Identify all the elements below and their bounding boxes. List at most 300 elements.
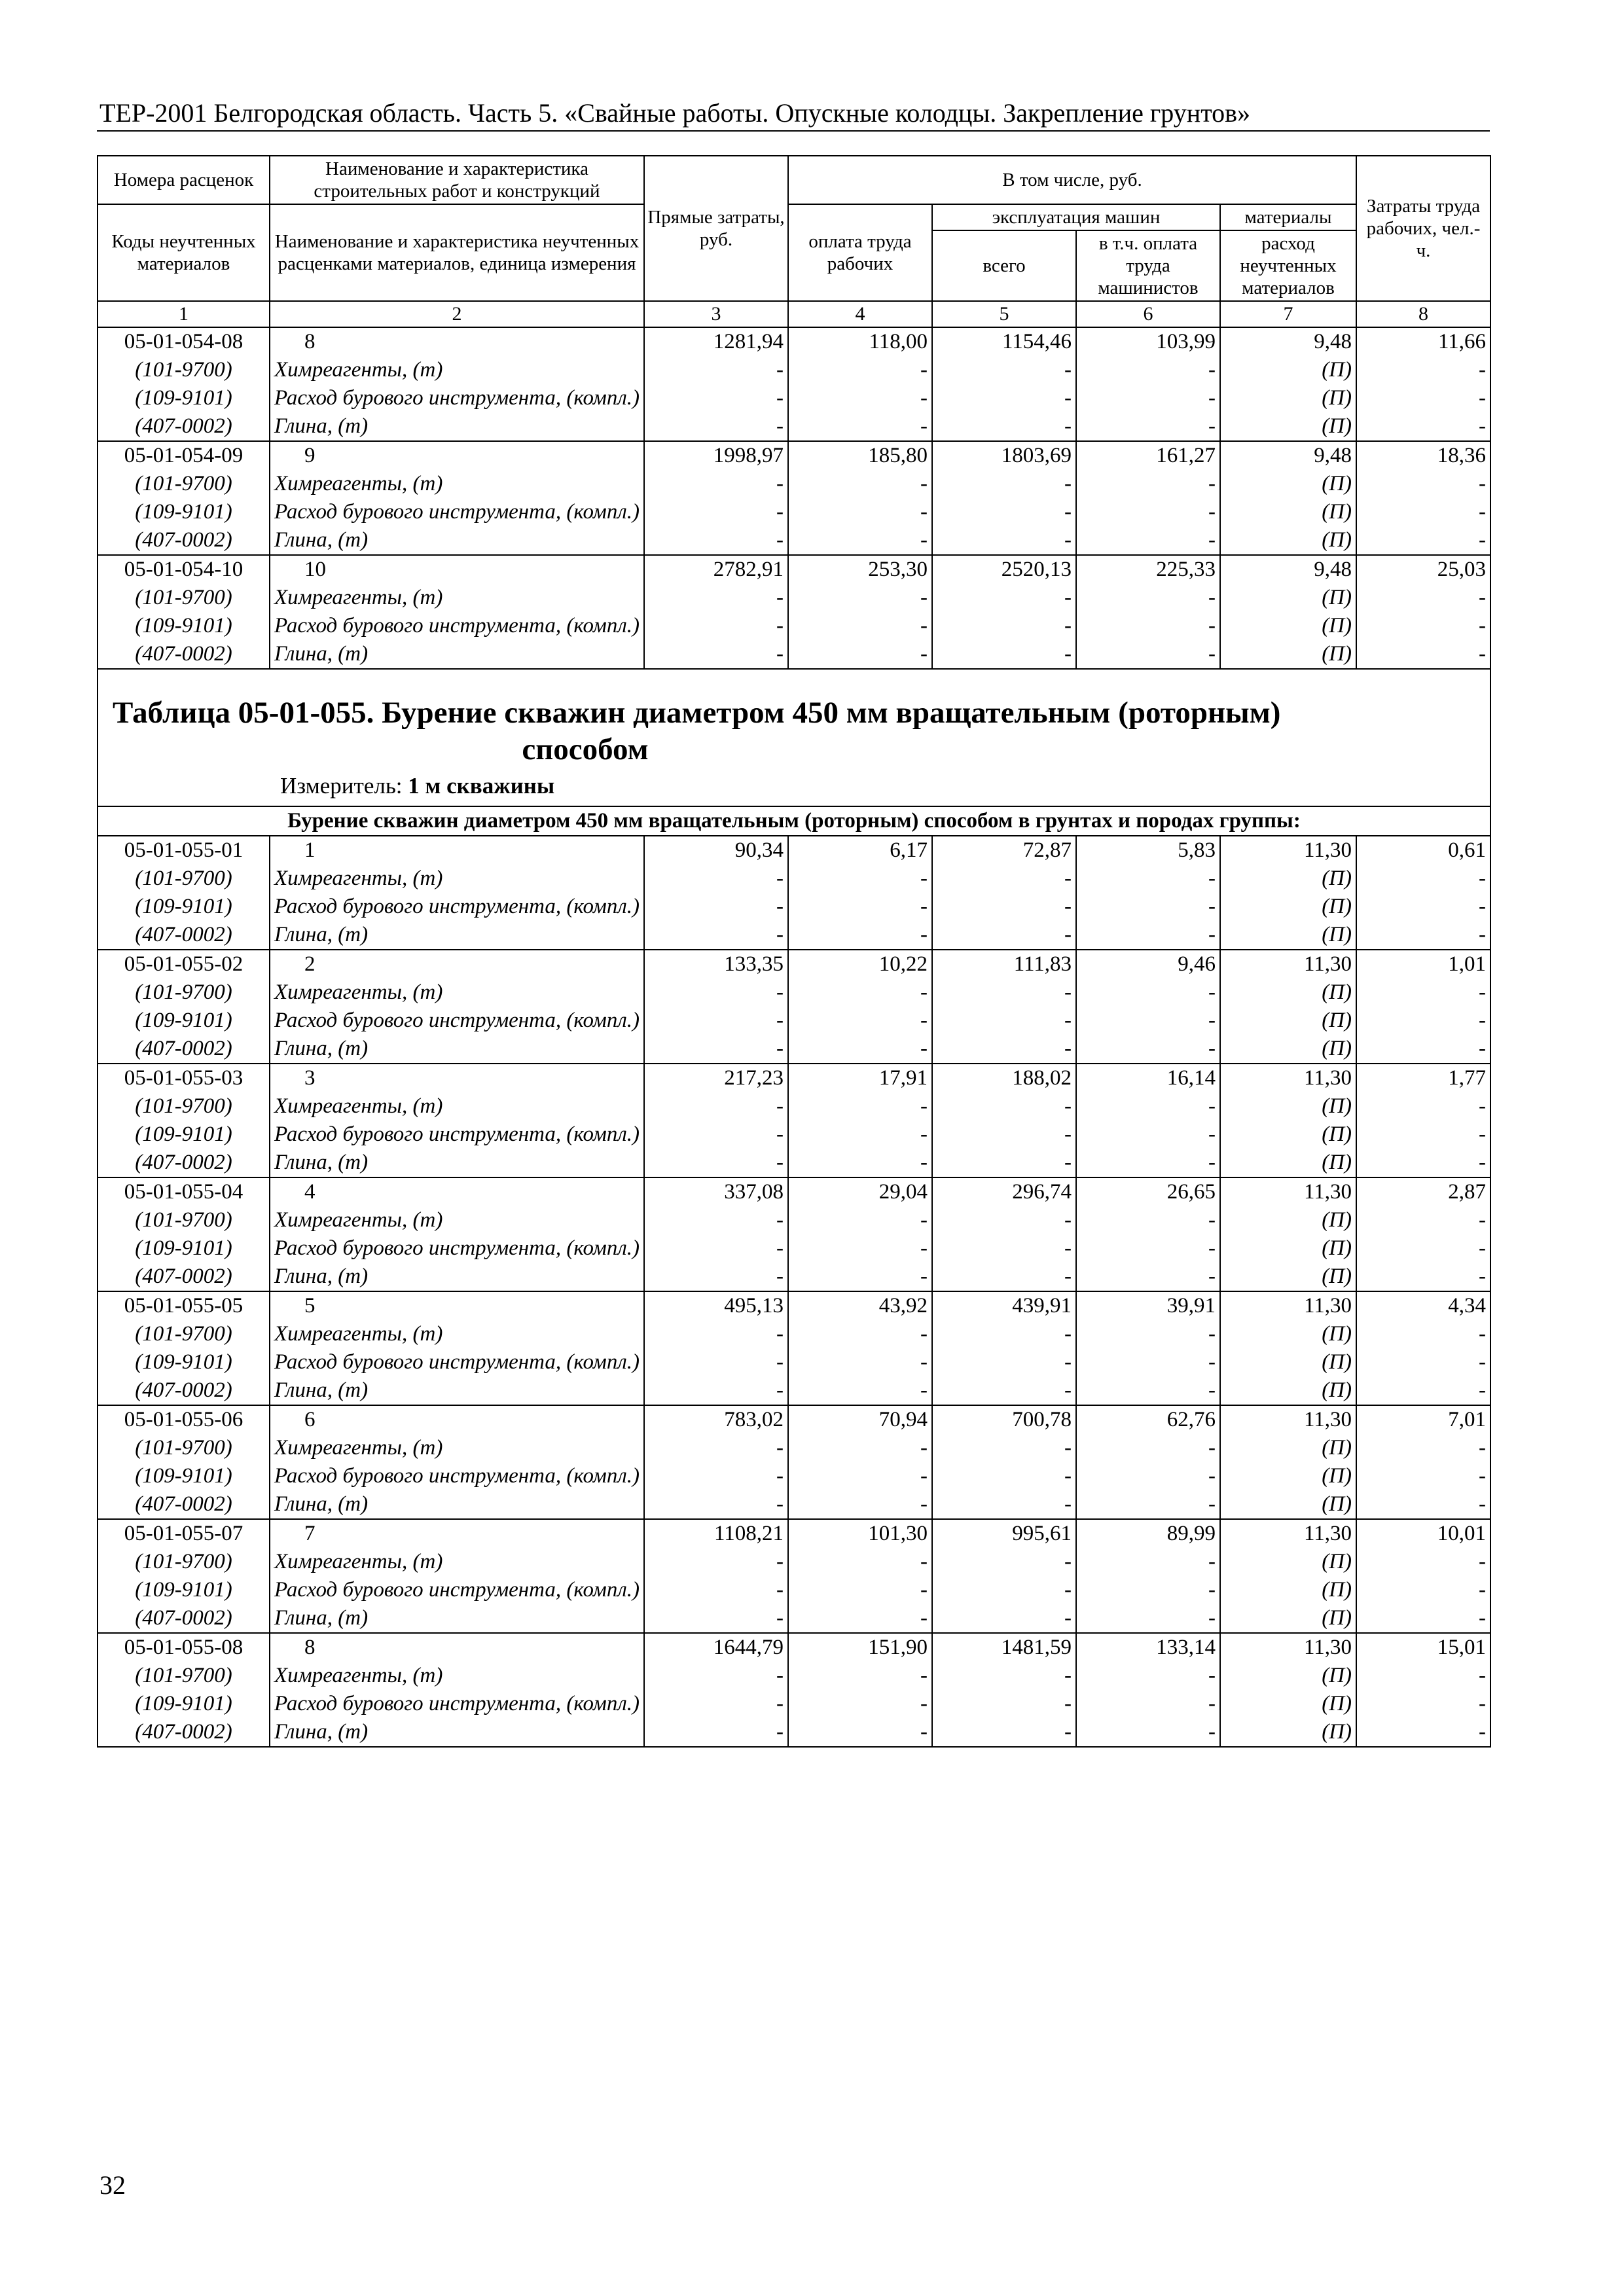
materials-cost: (П) — [1220, 978, 1356, 1007]
material-code: (101-9700) — [98, 1092, 270, 1121]
rate-row — [98, 836, 1490, 865]
direct-costs: - — [644, 1548, 788, 1576]
material-code: (101-9700) — [98, 1548, 270, 1576]
material-code: (109-9101) — [98, 1234, 270, 1263]
rate-code: 05-01-055-06 — [98, 1405, 270, 1434]
material-name: Расход бурового инструмента, (компл.) — [270, 1121, 644, 1149]
machinist-pay: - — [1076, 584, 1220, 612]
machine-total: - — [932, 1604, 1076, 1633]
labor-costs: - — [1356, 1121, 1490, 1149]
materials-cost: (П) — [1220, 1718, 1356, 1747]
worker-pay: 101,30 — [788, 1519, 932, 1548]
materials-cost: (П) — [1220, 921, 1356, 950]
worker-pay: 29,04 — [788, 1177, 932, 1206]
labor-costs: - — [1356, 1149, 1490, 1177]
labor-costs: 1,01 — [1356, 950, 1490, 978]
materials-cost: (П) — [1220, 1576, 1356, 1604]
machinist-pay: - — [1076, 1462, 1220, 1490]
worker-pay: - — [788, 1690, 932, 1718]
material-row — [98, 1576, 1490, 1604]
head-work-name: Наименование и характеристика строительных работ и конструкций — [270, 156, 644, 204]
head-machinist-pay: в т.ч. оплата труда машинистов — [1076, 230, 1220, 301]
machine-total: - — [932, 1348, 1076, 1376]
column-number: 8 — [1356, 301, 1490, 327]
direct-costs: - — [644, 1149, 788, 1177]
worker-pay: - — [788, 356, 932, 384]
labor-costs: - — [1356, 1434, 1490, 1462]
rate-code: 05-01-055-01 — [98, 836, 270, 865]
worker-pay: 17,91 — [788, 1064, 932, 1092]
direct-costs: - — [644, 1662, 788, 1690]
machinist-pay: - — [1076, 384, 1220, 412]
machine-total: - — [932, 1234, 1076, 1263]
materials-cost: (П) — [1220, 1662, 1356, 1690]
material-row — [98, 412, 1490, 441]
material-name: Расход бурового инструмента, (компл.) — [270, 1462, 644, 1490]
labor-costs: - — [1356, 1035, 1490, 1064]
direct-costs: - — [644, 1434, 788, 1462]
worker-pay: - — [788, 1092, 932, 1121]
material-code: (101-9700) — [98, 356, 270, 384]
material-code: (101-9700) — [98, 865, 270, 893]
direct-costs: 1281,94 — [644, 327, 788, 356]
material-row — [98, 893, 1490, 921]
direct-costs: - — [644, 1376, 788, 1405]
worker-pay: - — [788, 1149, 932, 1177]
material-row — [98, 1604, 1490, 1633]
direct-costs: 783,02 — [644, 1405, 788, 1434]
machinist-pay: - — [1076, 1121, 1220, 1149]
direct-costs: - — [644, 1263, 788, 1291]
rate-name: 7 — [270, 1519, 644, 1548]
direct-costs: 495,13 — [644, 1291, 788, 1320]
machinist-pay: - — [1076, 498, 1220, 526]
material-name: Химреагенты, (т) — [270, 356, 644, 384]
machinist-pay: 225,33 — [1076, 555, 1220, 584]
material-row — [98, 1376, 1490, 1405]
materials-cost: (П) — [1220, 412, 1356, 441]
materials-cost: 11,30 — [1220, 950, 1356, 978]
rate-row — [98, 1064, 1490, 1092]
section-subheading: Бурение скважин диаметром 450 мм вращательным (роторным) способом в грунтах и породах группы: — [98, 806, 1490, 836]
materials-cost: (П) — [1220, 1121, 1356, 1149]
machinist-pay: - — [1076, 1092, 1220, 1121]
material-name: Глина, (т) — [270, 921, 644, 950]
direct-costs: - — [644, 1348, 788, 1376]
head-machine-operation: эксплуатация машин — [932, 204, 1220, 230]
materials-cost: 11,30 — [1220, 1633, 1356, 1662]
direct-costs: - — [644, 1690, 788, 1718]
materials-cost: (П) — [1220, 1320, 1356, 1348]
rate-group — [98, 1177, 1490, 1291]
labor-costs: - — [1356, 356, 1490, 384]
machine-total: 700,78 — [932, 1405, 1076, 1434]
labor-costs: - — [1356, 893, 1490, 921]
direct-costs: - — [644, 1576, 788, 1604]
material-name: Глина, (т) — [270, 1035, 644, 1064]
materials-cost: (П) — [1220, 356, 1356, 384]
labor-costs: 7,01 — [1356, 1405, 1490, 1434]
materials-cost: (П) — [1220, 384, 1356, 412]
section-title-line: способом — [522, 732, 649, 766]
rate-code: 05-01-055-02 — [98, 950, 270, 978]
direct-costs: - — [644, 1462, 788, 1490]
machine-total: 439,91 — [932, 1291, 1076, 1320]
material-name: Химреагенты, (т) — [270, 470, 644, 498]
rate-code: 05-01-054-10 — [98, 555, 270, 584]
machine-total: - — [932, 584, 1076, 612]
worker-pay: 10,22 — [788, 950, 932, 978]
material-row — [98, 1149, 1490, 1177]
rate-row — [98, 1405, 1490, 1434]
rate-row — [98, 1177, 1490, 1206]
material-name: Химреагенты, (т) — [270, 1548, 644, 1576]
worker-pay: - — [788, 1490, 932, 1519]
head-material-codes: Коды неучтенных материалов — [98, 204, 270, 301]
machinist-pay: 5,83 — [1076, 836, 1220, 865]
labor-costs: 15,01 — [1356, 1633, 1490, 1662]
material-code: (407-0002) — [98, 526, 270, 555]
machine-total: - — [932, 1662, 1076, 1690]
direct-costs: - — [644, 584, 788, 612]
machine-total: 72,87 — [932, 836, 1076, 865]
materials-cost: (П) — [1220, 612, 1356, 640]
material-row — [98, 1690, 1490, 1718]
direct-costs: 90,34 — [644, 836, 788, 865]
section-heading-cell — [98, 669, 1490, 806]
machinist-pay: 16,14 — [1076, 1064, 1220, 1092]
labor-costs: - — [1356, 1576, 1490, 1604]
material-row — [98, 1234, 1490, 1263]
section-title — [98, 670, 1490, 768]
machinist-pay: - — [1076, 412, 1220, 441]
machinist-pay: 161,27 — [1076, 441, 1220, 470]
material-name: Расход бурового инструмента, (компл.) — [270, 384, 644, 412]
machinist-pay: - — [1076, 1263, 1220, 1291]
materials-cost: (П) — [1220, 893, 1356, 921]
labor-costs: - — [1356, 1690, 1490, 1718]
worker-pay: - — [788, 1263, 932, 1291]
rate-name: 6 — [270, 1405, 644, 1434]
unit-label: Измеритель: — [280, 773, 408, 798]
machinist-pay: - — [1076, 526, 1220, 555]
material-name: Глина, (т) — [270, 412, 644, 441]
direct-costs: - — [644, 612, 788, 640]
rate-code: 05-01-054-08 — [98, 327, 270, 356]
material-row — [98, 1434, 1490, 1462]
material-code: (407-0002) — [98, 1035, 270, 1064]
material-row — [98, 1462, 1490, 1490]
worker-pay: - — [788, 921, 932, 950]
direct-costs: 1108,21 — [644, 1519, 788, 1548]
machine-total: - — [932, 1206, 1076, 1234]
machine-total: - — [932, 978, 1076, 1007]
column-number: 1 — [98, 301, 270, 327]
worker-pay: - — [788, 384, 932, 412]
material-row — [98, 526, 1490, 555]
column-number: 6 — [1076, 301, 1220, 327]
material-code: (101-9700) — [98, 1434, 270, 1462]
material-code: (101-9700) — [98, 1662, 270, 1690]
materials-cost: (П) — [1220, 1035, 1356, 1064]
direct-costs: 133,35 — [644, 950, 788, 978]
worker-pay: - — [788, 1604, 932, 1633]
material-name: Глина, (т) — [270, 1718, 644, 1747]
material-name: Глина, (т) — [270, 1376, 644, 1405]
direct-costs: - — [644, 1234, 788, 1263]
direct-costs: - — [644, 412, 788, 441]
machine-total: - — [932, 612, 1076, 640]
section-title-line: Таблица 05-01-055. Бурение скважин диаметром 450 мм вращательным (роторным) — [113, 696, 1281, 730]
worker-pay: - — [788, 1662, 932, 1690]
material-row — [98, 1092, 1490, 1121]
materials-cost: (П) — [1220, 498, 1356, 526]
machine-total: 995,61 — [932, 1519, 1076, 1548]
worker-pay: - — [788, 412, 932, 441]
material-name: Химреагенты, (т) — [270, 1434, 644, 1462]
head-labor-costs: Затраты труда рабочих, чел.-ч. — [1356, 156, 1490, 301]
column-number: 3 — [644, 301, 788, 327]
material-code: (407-0002) — [98, 1149, 270, 1177]
material-code: (407-0002) — [98, 1604, 270, 1633]
rate-row — [98, 1291, 1490, 1320]
machinist-pay: 39,91 — [1076, 1291, 1220, 1320]
material-row — [98, 640, 1490, 669]
rates-table — [97, 155, 1491, 1748]
machine-total: - — [932, 1462, 1076, 1490]
worker-pay: - — [788, 584, 932, 612]
materials-cost: (П) — [1220, 1490, 1356, 1519]
materials-cost: (П) — [1220, 1690, 1356, 1718]
direct-costs: 217,23 — [644, 1064, 788, 1092]
running-title: ТЕР-2001 Белгородская область. Часть 5. «Свайные работы. Опускные колодцы. Закрепление грунтов» — [99, 98, 1251, 128]
material-row — [98, 384, 1490, 412]
head-worker-pay: оплата труда рабочих — [788, 204, 932, 301]
material-name: Глина, (т) — [270, 1263, 644, 1291]
machine-total: - — [932, 893, 1076, 921]
machine-total: - — [932, 526, 1076, 555]
machine-total: - — [932, 921, 1076, 950]
machinist-pay: - — [1076, 1035, 1220, 1064]
material-name: Расход бурового инструмента, (компл.) — [270, 1576, 644, 1604]
material-name: Глина, (т) — [270, 640, 644, 669]
material-name: Глина, (т) — [270, 1149, 644, 1177]
materials-cost: (П) — [1220, 1548, 1356, 1576]
worker-pay: - — [788, 1434, 932, 1462]
worker-pay: - — [788, 1234, 932, 1263]
material-code: (109-9101) — [98, 498, 270, 526]
labor-costs: - — [1356, 1263, 1490, 1291]
material-row — [98, 1718, 1490, 1747]
worker-pay: - — [788, 978, 932, 1007]
worker-pay: 70,94 — [788, 1405, 932, 1434]
rate-name: 2 — [270, 950, 644, 978]
machinist-pay: 9,46 — [1076, 950, 1220, 978]
rate-row — [98, 1633, 1490, 1662]
labor-costs: 25,03 — [1356, 555, 1490, 584]
materials-cost: (П) — [1220, 865, 1356, 893]
materials-cost: (П) — [1220, 1434, 1356, 1462]
worker-pay: - — [788, 1121, 932, 1149]
machinist-pay: - — [1076, 1149, 1220, 1177]
machinist-pay: - — [1076, 893, 1220, 921]
worker-pay: - — [788, 1548, 932, 1576]
worker-pay: 185,80 — [788, 441, 932, 470]
direct-costs: - — [644, 1007, 788, 1035]
material-name: Химреагенты, (т) — [270, 1662, 644, 1690]
labor-costs: - — [1356, 978, 1490, 1007]
direct-costs: 337,08 — [644, 1177, 788, 1206]
material-code: (407-0002) — [98, 640, 270, 669]
direct-costs: - — [644, 893, 788, 921]
rate-name: 5 — [270, 1291, 644, 1320]
material-code: (109-9101) — [98, 1007, 270, 1035]
machinist-pay: - — [1076, 1234, 1220, 1263]
rate-code: 05-01-055-03 — [98, 1064, 270, 1092]
direct-costs: - — [644, 1320, 788, 1348]
material-code: (109-9101) — [98, 1462, 270, 1490]
machinist-pay: 103,99 — [1076, 327, 1220, 356]
materials-cost: 11,30 — [1220, 1064, 1356, 1092]
material-name: Расход бурового инструмента, (компл.) — [270, 1690, 644, 1718]
machinist-pay: - — [1076, 470, 1220, 498]
machine-total: - — [932, 1718, 1076, 1747]
rate-group — [98, 1633, 1490, 1747]
material-row — [98, 584, 1490, 612]
materials-cost: (П) — [1220, 1376, 1356, 1405]
machinist-pay: - — [1076, 1376, 1220, 1405]
material-name: Глина, (т) — [270, 1490, 644, 1519]
labor-costs: 0,61 — [1356, 836, 1490, 865]
machinist-pay: - — [1076, 1320, 1220, 1348]
material-name: Расход бурового инструмента, (компл.) — [270, 893, 644, 921]
rate-group — [98, 555, 1490, 669]
material-code: (407-0002) — [98, 1490, 270, 1519]
head-including: В том числе, руб. — [788, 156, 1356, 204]
material-name: Расход бурового инструмента, (компл.) — [270, 1234, 644, 1263]
column-number: 7 — [1220, 301, 1356, 327]
labor-costs: - — [1356, 1007, 1490, 1035]
labor-costs: - — [1356, 1490, 1490, 1519]
material-name: Химреагенты, (т) — [270, 978, 644, 1007]
machine-total: - — [932, 1092, 1076, 1121]
machinist-pay: - — [1076, 1576, 1220, 1604]
machinist-pay: 26,65 — [1076, 1177, 1220, 1206]
labor-costs: - — [1356, 1092, 1490, 1121]
material-row — [98, 1348, 1490, 1376]
table-header — [98, 156, 1490, 327]
worker-pay: - — [788, 865, 932, 893]
worker-pay: - — [788, 1007, 932, 1035]
material-row — [98, 1035, 1490, 1064]
direct-costs: - — [644, 384, 788, 412]
worker-pay: 43,92 — [788, 1291, 932, 1320]
worker-pay: - — [788, 1320, 932, 1348]
worker-pay: - — [788, 1576, 932, 1604]
machine-total: 1481,59 — [932, 1633, 1076, 1662]
direct-costs: - — [644, 1092, 788, 1121]
rate-code: 05-01-055-05 — [98, 1291, 270, 1320]
material-row — [98, 1263, 1490, 1291]
head-machine-total: всего — [932, 230, 1076, 301]
material-name: Глина, (т) — [270, 1604, 644, 1633]
labor-costs: - — [1356, 1604, 1490, 1633]
materials-cost: (П) — [1220, 584, 1356, 612]
material-row — [98, 1490, 1490, 1519]
machinist-pay: - — [1076, 921, 1220, 950]
rate-name: 9 — [270, 441, 644, 470]
materials-cost: (П) — [1220, 526, 1356, 555]
worker-pay: - — [788, 1206, 932, 1234]
machinist-pay: - — [1076, 1490, 1220, 1519]
machinist-pay: - — [1076, 978, 1220, 1007]
rate-group — [98, 1405, 1490, 1519]
material-name: Расход бурового инструмента, (компл.) — [270, 612, 644, 640]
direct-costs: - — [644, 865, 788, 893]
materials-cost: (П) — [1220, 1348, 1356, 1376]
rate-code: 05-01-055-04 — [98, 1177, 270, 1206]
rate-group — [98, 1064, 1490, 1177]
material-code: (101-9700) — [98, 1206, 270, 1234]
material-name: Химреагенты, (т) — [270, 1320, 644, 1348]
machinist-pay: - — [1076, 640, 1220, 669]
labor-costs: - — [1356, 584, 1490, 612]
materials-cost: 11,30 — [1220, 1519, 1356, 1548]
material-code: (109-9101) — [98, 612, 270, 640]
material-name: Глина, (т) — [270, 526, 644, 555]
materials-cost: (П) — [1220, 1234, 1356, 1263]
material-code: (407-0002) — [98, 1263, 270, 1291]
direct-costs: - — [644, 356, 788, 384]
direct-costs: - — [644, 1490, 788, 1519]
material-code: (407-0002) — [98, 921, 270, 950]
materials-cost: 9,48 — [1220, 555, 1356, 584]
labor-costs: 2,87 — [1356, 1177, 1490, 1206]
rate-group — [98, 950, 1490, 1064]
rate-code: 05-01-054-09 — [98, 441, 270, 470]
labor-costs: 11,66 — [1356, 327, 1490, 356]
head-materials: материалы — [1220, 204, 1356, 230]
worker-pay: - — [788, 640, 932, 669]
machine-total: - — [932, 1548, 1076, 1576]
material-row — [98, 1320, 1490, 1348]
machinist-pay: 133,14 — [1076, 1633, 1220, 1662]
rate-group — [98, 441, 1490, 555]
material-name: Химреагенты, (т) — [270, 1092, 644, 1121]
rate-name: 3 — [270, 1064, 644, 1092]
machine-total: - — [932, 640, 1076, 669]
machine-total: - — [932, 1690, 1076, 1718]
material-name: Химреагенты, (т) — [270, 584, 644, 612]
machine-total: - — [932, 356, 1076, 384]
unit-value: 1 м скважины — [408, 773, 555, 798]
machine-total: - — [932, 1576, 1076, 1604]
labor-costs: - — [1356, 1376, 1490, 1405]
direct-costs: - — [644, 978, 788, 1007]
material-code: (109-9101) — [98, 384, 270, 412]
machine-total: 188,02 — [932, 1064, 1076, 1092]
labor-costs: 1,77 — [1356, 1064, 1490, 1092]
materials-cost: 11,30 — [1220, 1177, 1356, 1206]
rate-row — [98, 327, 1490, 356]
material-code: (109-9101) — [98, 1121, 270, 1149]
labor-costs: - — [1356, 526, 1490, 555]
column-number: 4 — [788, 301, 932, 327]
worker-pay: - — [788, 1462, 932, 1490]
material-row — [98, 1007, 1490, 1035]
direct-costs: - — [644, 470, 788, 498]
material-code: (101-9700) — [98, 978, 270, 1007]
